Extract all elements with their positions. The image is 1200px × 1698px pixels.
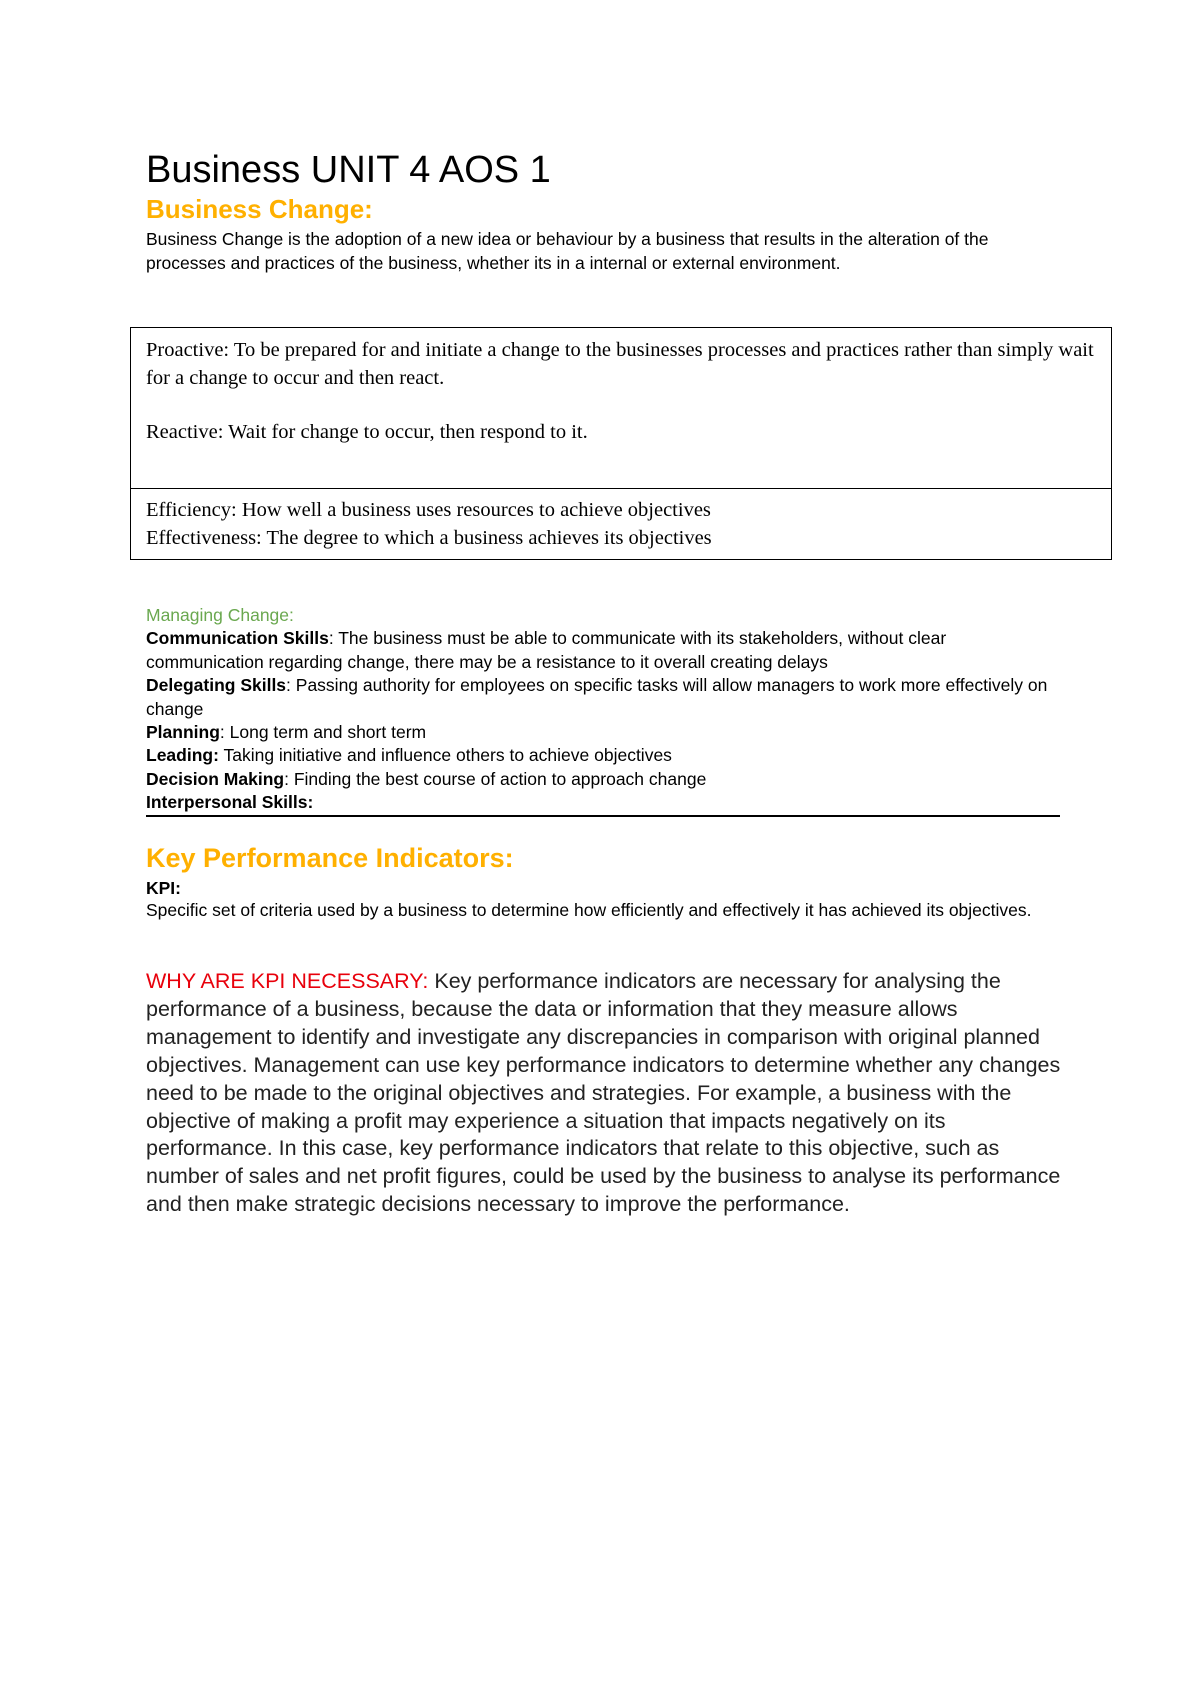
- skill-name: Planning: [146, 722, 220, 743]
- definitions-cell-efficiency: [131, 489, 1111, 552]
- efficiency-definition: Efficiency: How well a business uses resources to achieve objectives: [146, 499, 711, 521]
- skill-item: [146, 744, 1066, 767]
- managing-change-heading: Managing Change:: [146, 605, 294, 625]
- section-divider: [146, 815, 1060, 817]
- skill-item: [146, 627, 1066, 674]
- kpi-heading: Key Performance Indicators:: [146, 843, 514, 873]
- skill-description: : Finding the best course of action to approach change: [284, 768, 707, 789]
- skill-name: Interpersonal Skills:: [146, 792, 314, 813]
- kpi-necessity-label: WHY ARE KPI NECESSARY:: [146, 969, 429, 993]
- skill-name: Leading:: [146, 745, 219, 766]
- skill-name: Communication Skills: [146, 628, 329, 649]
- skill-item: [146, 674, 1066, 721]
- skill-item: [146, 791, 1066, 814]
- kpi-label: KPI:: [146, 878, 181, 898]
- skill-description: : Passing authority for employees on specific tasks will allow managers to work more effectively on change: [146, 675, 1048, 719]
- skill-description: : Long term and short term: [219, 722, 427, 743]
- skill-description: : The business must be able to communicate with its stakeholders, without clear communication regarding change, there may be a resistance to it overall creating delays: [146, 628, 947, 672]
- document-title: Business UNIT 4 AOS 1: [146, 149, 551, 191]
- effectiveness-definition: Effectiveness: The degree to which a business achieves its objectives: [146, 527, 712, 549]
- skill-description: Taking initiative and influence others to achieve objectives: [218, 745, 672, 766]
- definitions-table: [130, 327, 1112, 560]
- skill-item: [146, 768, 1066, 791]
- skill-name: Delegating Skills: [146, 675, 287, 696]
- skill-item: [146, 721, 1066, 744]
- definitions-cell-proactive-reactive: [131, 328, 1111, 489]
- kpi-necessity-text: Key performance indicators are necessary for analysing the performance of a business, because the data or information that they measure allows management to identify and investigate any discrepancies in comparison with original planned objectives. Management can use key performance indicators to determine whether any changes need to be made to the original objectives and strategies. For example, a business with the objective of making a profit may experience a situation that impacts negatively on its performance. In this case, key performance indicators that relate to this objective, such as number of sales and net profit figures, could be used by the business to analyse its performance and then make strategic decisions necessary to improve the performance.: [146, 969, 1061, 1217]
- skill-name: Decision Making: [146, 768, 285, 789]
- business-change-heading: Business Change:: [146, 194, 373, 224]
- kpi-definition: Specific set of criteria used by a business to determine how efficiently and effectively it has achieved its objectives.: [146, 900, 1032, 920]
- kpi-necessity-paragraph: [146, 968, 1064, 1219]
- proactive-definition: Proactive: To be prepared for and initiate a change to the businesses processes and practices rather than simply wait for a change to occur and then react.: [146, 339, 1094, 389]
- managing-change-section: [146, 604, 1066, 815]
- business-change-definition: Business Change is the adoption of a new idea or behaviour by a business that results in the alteration of the processes and practices of the business, whether its in a internal or external environment.: [146, 229, 989, 273]
- reactive-definition: Reactive: Wait for change to occur, then respond to it.: [146, 421, 588, 443]
